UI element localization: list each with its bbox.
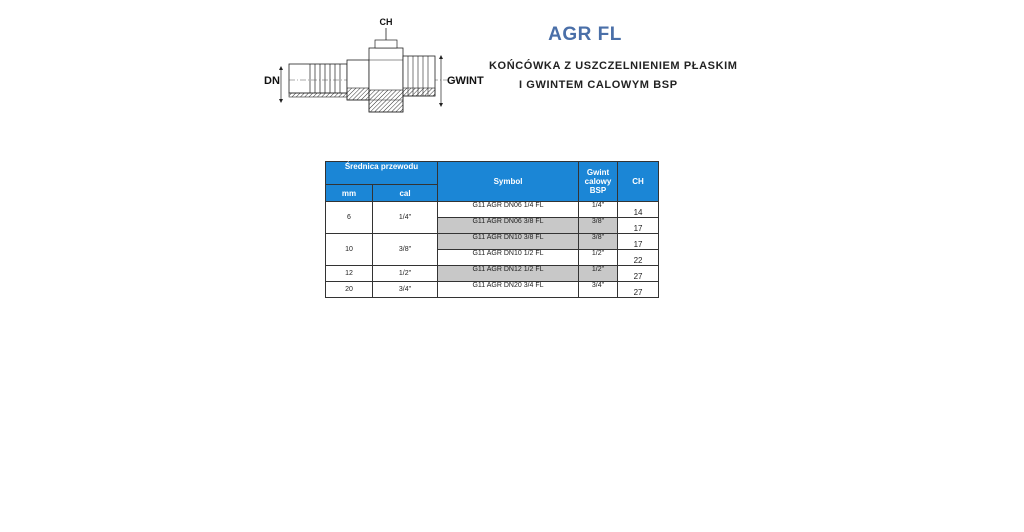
cell-ch: 27 [618, 282, 659, 298]
header-mm: mm [326, 185, 373, 202]
cell-ch: 17 [618, 234, 659, 250]
hose-tail-outline [289, 64, 347, 93]
cell-gwint: 1/2" [579, 266, 618, 282]
cell-cal: 1/4" [373, 202, 438, 234]
product-title: AGR FL [548, 24, 622, 45]
label-ch: CH [379, 17, 393, 27]
cell-ch: 17 [618, 218, 659, 234]
header-symbol: Symbol [438, 162, 579, 202]
cell-gwint: 1/2" [579, 250, 618, 266]
cell-gwint: 3/8" [579, 234, 618, 250]
cell-mm: 10 [326, 234, 373, 266]
spec-table [325, 161, 659, 298]
label-dn: DN [264, 75, 280, 87]
header-gwint-bsp: Gwint calowy BSP [579, 162, 618, 202]
product-subtitle-line2: I GWINTEM CALOWYM BSP [519, 79, 678, 91]
cell-symbol: G11 AGR DN10 1/2 FL [438, 250, 579, 266]
product-subtitle-line1: KOŃCÓWKA Z USZCZELNIENIEM PŁASKIM [489, 60, 738, 72]
cell-mm: 6 [326, 202, 373, 234]
header-diameter: Średnica przewodu [326, 162, 438, 185]
table-row [326, 266, 659, 282]
table-row [326, 234, 659, 250]
cell-ch: 27 [618, 266, 659, 282]
cell-cal: 3/4" [373, 282, 438, 298]
header-cal: cal [373, 185, 438, 202]
cell-gwint: 1/4" [579, 202, 618, 218]
table-row [326, 202, 659, 218]
label-gwint: GWINT [447, 75, 484, 87]
fitting-drawing [262, 12, 490, 124]
cell-symbol: G11 AGR DN06 1/4 FL [438, 202, 579, 218]
cell-ch: 14 [618, 202, 659, 218]
cell-gwint: 3/8" [579, 218, 618, 234]
table-row [326, 282, 659, 298]
cell-mm: 12 [326, 266, 373, 282]
fitting-diagram [262, 12, 490, 124]
header-ch: CH [618, 162, 659, 202]
cell-symbol: G11 AGR DN06 3/8 FL [438, 218, 579, 234]
cell-symbol: G11 AGR DN20 3/4 FL [438, 282, 579, 298]
cell-cal: 3/8" [373, 234, 438, 266]
cell-symbol: G11 AGR DN10 3/8 FL [438, 234, 579, 250]
cell-mm: 20 [326, 282, 373, 298]
cell-symbol: G11 AGR DN12 1/2 FL [438, 266, 579, 282]
cell-gwint: 3/4" [579, 282, 618, 298]
cell-ch: 22 [618, 250, 659, 266]
cell-cal: 1/2" [373, 266, 438, 282]
